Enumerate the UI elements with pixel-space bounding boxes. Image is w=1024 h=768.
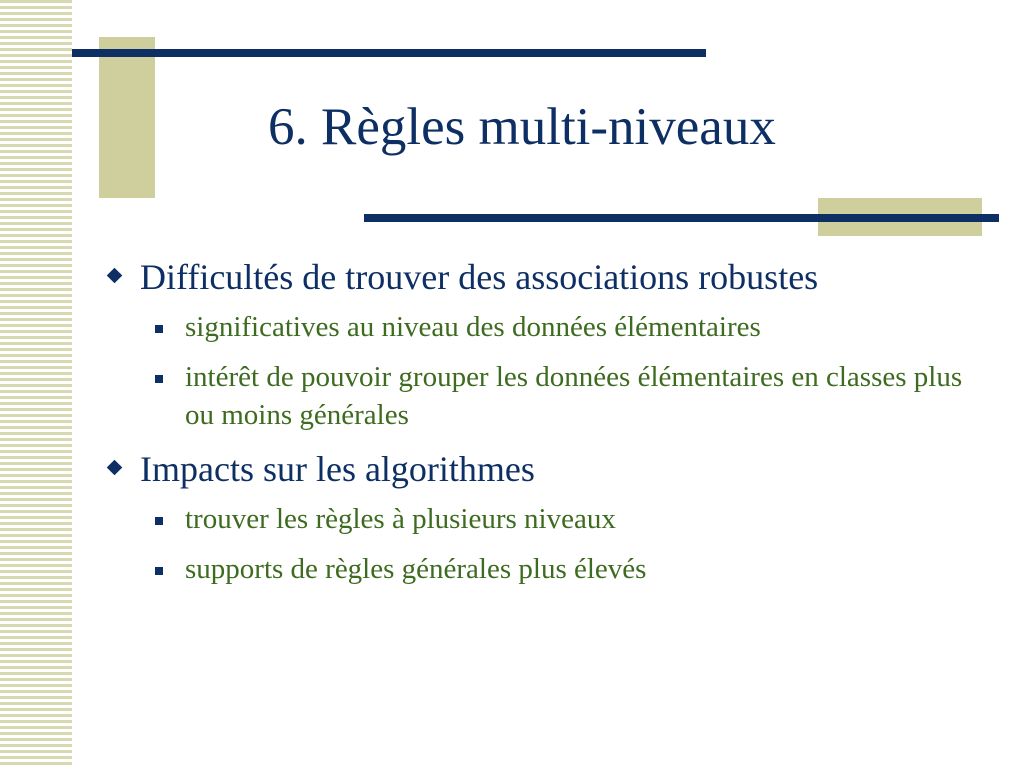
sub-bullet-text: intérêt de pouvoir grouper les données élémentaires en classes plus ou moins générales xyxy=(185,361,963,431)
square-bullet-icon xyxy=(155,375,163,383)
decorative-rule-bottom xyxy=(364,214,999,222)
diamond-bullet-icon xyxy=(107,268,123,284)
decorative-stripes xyxy=(0,0,72,768)
decorative-block-left xyxy=(99,37,155,198)
sub-bullet-item-1-1 xyxy=(104,308,984,346)
sub-bullet-item-1-2 xyxy=(104,358,984,434)
sub-bullet-text: supports de règles générales plus élevés xyxy=(185,553,647,585)
sub-bullet-item-2-1 xyxy=(104,500,984,538)
bullet-text: Impacts sur les algorithmes xyxy=(140,449,535,489)
slide-title: 6. Règles multi-niveaux xyxy=(268,98,776,156)
bullet-item-2 xyxy=(104,446,984,492)
bullet-text: Difficultés de trouver des associations robustes xyxy=(140,257,819,297)
square-bullet-icon xyxy=(155,325,163,333)
square-bullet-icon xyxy=(155,567,163,575)
decorative-rule-top xyxy=(72,49,706,57)
sub-bullet-item-2-2 xyxy=(104,550,984,588)
bullet-item-1 xyxy=(104,254,984,300)
sub-bullet-text: trouver les règles à plusieurs niveaux xyxy=(185,503,616,535)
diamond-bullet-icon xyxy=(107,460,123,476)
sub-bullet-text: significatives au niveau des données élémentaires xyxy=(185,311,761,343)
slide-content xyxy=(104,254,984,600)
square-bullet-icon xyxy=(155,517,163,525)
